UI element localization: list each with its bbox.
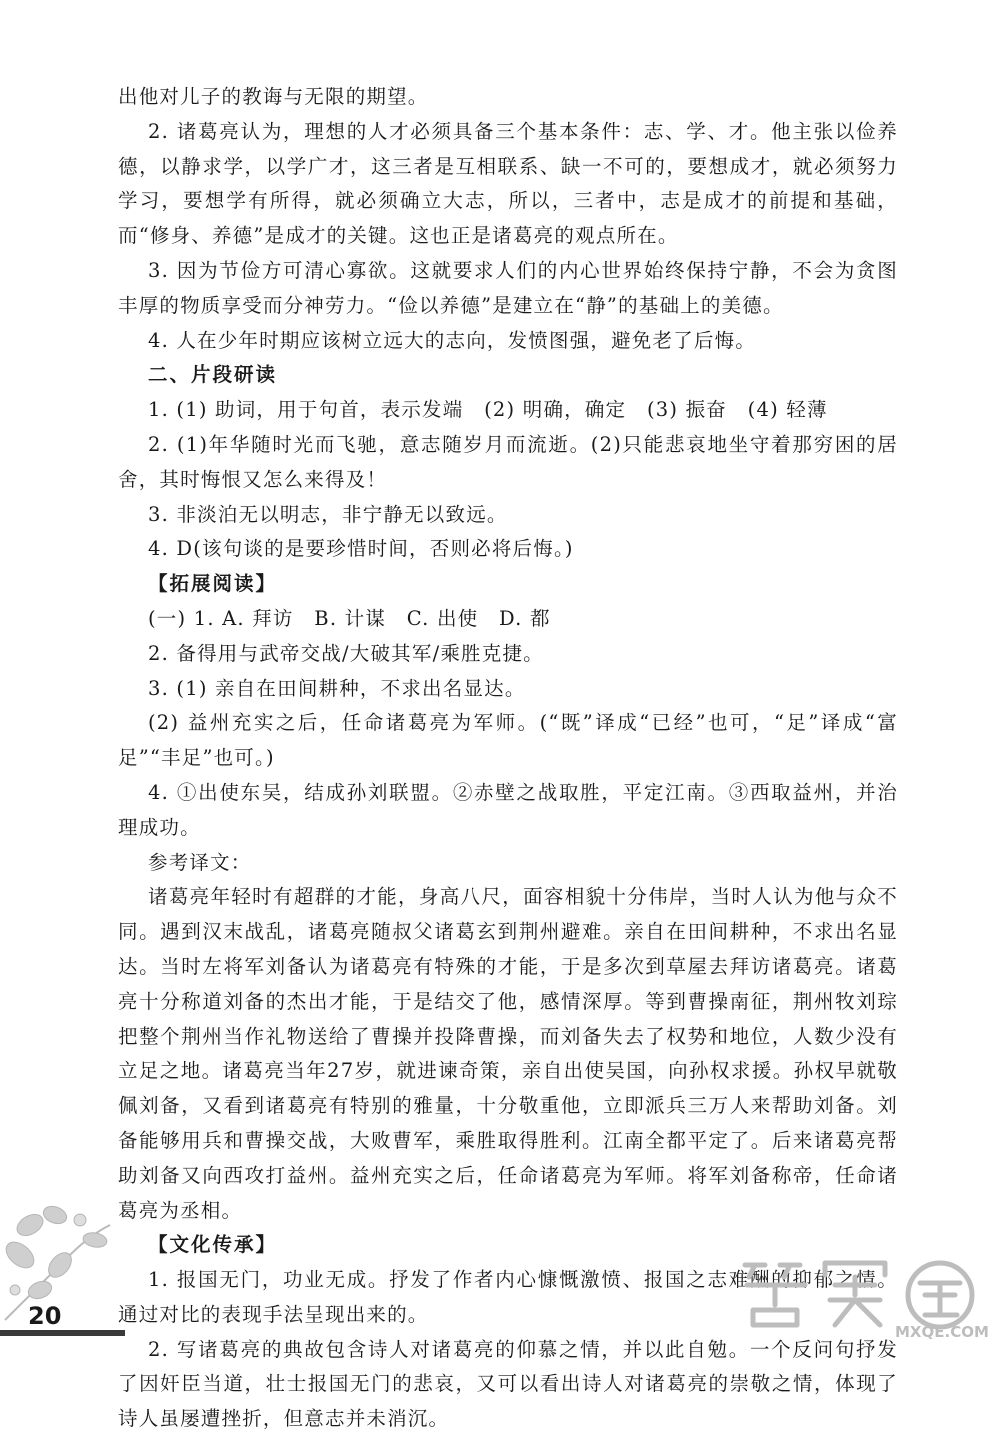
page-number: 20 [28, 1302, 62, 1330]
body-text [118, 80, 898, 1437]
paragraph: (2) 益州充实之后，任命诸葛亮为军师。(“既”译成“已经”也可，“足”译成“富足”“丰足”也可。) [118, 711, 898, 770]
watermark-url: MXQE.COM [895, 1323, 989, 1340]
footer-bar [0, 1330, 125, 1336]
paragraph: 3. 因为节俭方可清心寡欲。这就要求人们的内心世界始终保持宁静，不会为贪图丰厚的物质享受而分神劳力。“俭以养德”是建立在“静”的基础上的美德。 [118, 258, 898, 317]
paragraph: 3. (1) 亲自在田间耕种，不求出名显达。 [148, 676, 526, 700]
paragraph: 2. 诸葛亮认为，理想的人才必须具备三个基本条件：志、学、才。他主张以俭养德，以静求学，以学广才，这三者是互相联系、缺一不可的，要想成才，就必须努力学习，要想学有所得，就必须确立大志，所以，三者中，志是成才的前提和基础，而“修身、养德”是成才的关键。这也正是诸葛亮的观点所在。 [118, 119, 898, 248]
watermark-logo [735, 1255, 990, 1340]
paragraph: 诸葛亮年轻时有超群的才能，身高八尺，面容相貌十分伟岸，当时人认为他与众不同。遇到汉末战乱，诸葛亮随叔父诸葛玄到荆州避难。亲自在田间耕种，不求出名显达。当时左将军刘备认为诸葛亮有特殊的才能，于是多次到草屋去拜访诸葛亮。诸葛亮十分称道刘备的杰出才能，于是结交了他，感情深厚。等到曹操南征，荆州牧刘琮把整个荆州当作礼物送给了曹操并投降曹操，而刘备失去了权势和地位，人数少没有立足之地。诸葛亮当年27岁，就进谏奇策，亲自出使吴国，向孙权求援。孙权早就敬佩刘备，又看到诸葛亮有特别的雅量，十分敬重他，立即派兵三万人来帮助刘备。刘备能够用兵和曹操交战，大败曹军，乘胜取得胜利。江南全都平定了。后来诸葛亮帮助刘备又向西攻打益州。益州充实之后，任命诸葛亮为军师。将军刘备称帝，任命诸葛亮为丞相。 [118, 885, 898, 1222]
paragraph: 2. (1)年华随时光而飞驰，意志随岁月而流逝。(2)只能悲哀地坐守着那穷困的居舍，其时悔恨又怎么来得及！ [118, 432, 898, 491]
paragraph: 3. 非淡泊无以明志，非宁静无以致远。 [148, 502, 508, 526]
paragraph: 参考译文： [148, 850, 252, 874]
paragraph: 4. ①出使东吴，结成孙刘联盟。②赤壁之战取胜，平定江南。③西取益州，并治理成功。 [118, 780, 898, 839]
section-heading: 【拓展阅读】 [148, 572, 278, 596]
paragraph: 2. 备得用与武帝交战/大破其军/乘胜克捷。 [148, 641, 544, 665]
paragraph: 2. 写诸葛亮的典故包含诗人对诸葛亮的仰慕之情，并以此自勉。一个反问句抒发了因奸臣当道，壮士报国无门的悲哀，又可以看出诗人对诸葛亮的崇敬之情，体现了诗人虽屡遭挫折，但意志并未消沉。 [118, 1337, 898, 1431]
paragraph: 出他对儿子的教诲与无限的期望。 [118, 85, 429, 108]
section-heading: 【文化传承】 [148, 1233, 278, 1257]
paragraph: 4. 人在少年时期应该树立远大的志向，发愤图强，避免老了后悔。 [148, 328, 757, 352]
flower-branch-icon [0, 1195, 130, 1325]
paragraph: (一) 1. A. 拜访 B. 计谋 C. 出使 D. 都 [148, 606, 551, 630]
answer-site-logo-icon [745, 1263, 972, 1327]
paragraph: 4. D(该句谈的是要珍惜时间，否则必将后悔。) [148, 537, 574, 561]
paragraph: 1. (1) 助词，用于句首，表示发端 (2) 明确，确定 (3) 振奋 (4) 轻薄 [148, 398, 828, 422]
paragraph: 1. 报国无门，功业无成。抒发了作者内心慷慨激愤、报国之志难酬的抑郁之情。通过对比的表现手法呈现出来的。 [118, 1268, 898, 1326]
section-heading: 二、片段研读 [148, 363, 278, 387]
